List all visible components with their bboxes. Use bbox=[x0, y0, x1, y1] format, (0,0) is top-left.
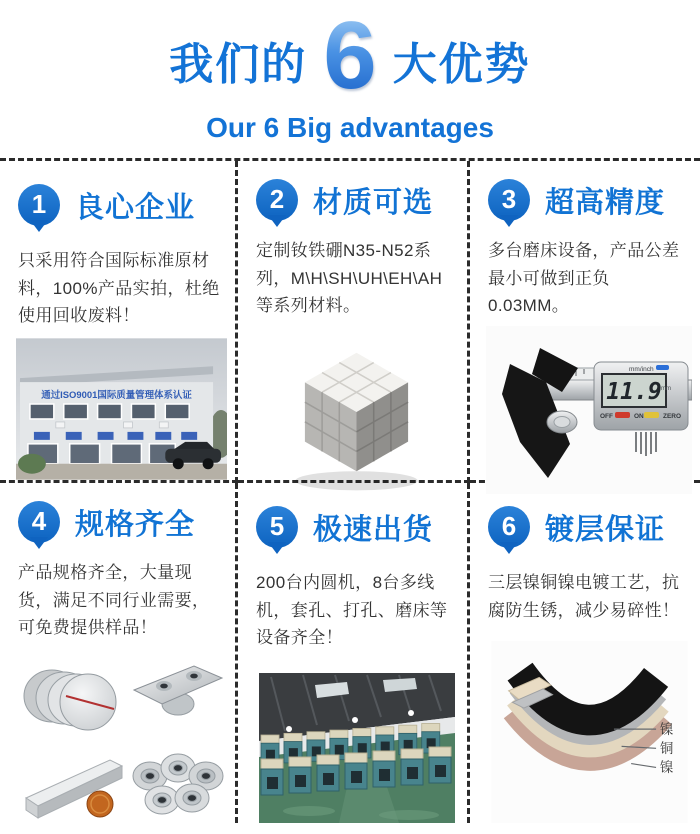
title-right: 大优势 bbox=[392, 40, 531, 89]
coating-layers-photo bbox=[486, 641, 692, 823]
workshop-photo bbox=[254, 673, 459, 823]
magnet-cube-photo bbox=[254, 326, 459, 498]
page-subtitle: Our 6 Big advantages bbox=[206, 112, 494, 143]
magnet-products-illustration bbox=[18, 648, 226, 834]
magnet-products-photo bbox=[16, 648, 227, 834]
badge-number: 6 bbox=[501, 510, 517, 541]
caliper-on-label: ON bbox=[634, 412, 644, 420]
plate-magnet bbox=[134, 666, 222, 715]
iso-sign-text: 通过ISO9001国际质量管理体系认证 bbox=[41, 390, 192, 402]
advantage-desc-5: 200台内圆机，8台多线机，套孔、打孔、磨床等设备齐全！ bbox=[256, 573, 448, 648]
caliper-brand-text: mm/inch bbox=[629, 365, 654, 373]
caliper-zero-label: ZERO bbox=[663, 412, 682, 420]
number-badge-5 bbox=[256, 506, 298, 548]
card-3-header bbox=[488, 179, 692, 221]
caliper-illustration bbox=[486, 326, 692, 494]
number-badge-6 bbox=[488, 506, 530, 548]
factory-building-photo bbox=[16, 338, 227, 480]
badge-number: 3 bbox=[501, 183, 517, 214]
advantage-card-4 bbox=[0, 483, 238, 823]
number-badge-2 bbox=[256, 179, 298, 221]
advantage-title-3: 超高精度 bbox=[545, 186, 666, 219]
badge-number: 5 bbox=[269, 510, 285, 541]
advantage-card-1 bbox=[0, 161, 238, 483]
page-title bbox=[0, 2, 700, 110]
badge-number: 4 bbox=[31, 505, 47, 536]
card-5-header bbox=[256, 501, 459, 553]
caliper-display-value: 11.9 bbox=[606, 378, 662, 405]
coating-label-copper: 铜 bbox=[659, 741, 673, 757]
number-badge-1 bbox=[18, 184, 60, 226]
advantage-card-6 bbox=[470, 483, 700, 823]
number-badge-3 bbox=[488, 179, 530, 221]
coating-layers-illustration bbox=[487, 641, 692, 823]
badge-number: 1 bbox=[31, 188, 47, 219]
advantages-grid bbox=[0, 158, 700, 823]
card-1-header bbox=[18, 179, 227, 231]
advantage-card-5 bbox=[238, 483, 470, 823]
advantage-title-5: 极速出货 bbox=[313, 513, 434, 546]
advantage-title-6: 镀层保证 bbox=[545, 513, 666, 546]
advantage-desc-6: 三层镍铜镍电镀工艺，抗腐防生锈，减少易碎性！ bbox=[488, 573, 680, 620]
advantage-card-2 bbox=[238, 161, 470, 483]
coating-label-nickel-inner: 镍 bbox=[659, 760, 673, 776]
advantage-desc-4: 产品规格齐全，大量现货，满足不同行业需要，可免费提供样品！ bbox=[18, 563, 210, 638]
advantage-desc-2: 定制钕铁硼N35-N52系列，M\H\SH\UH\EH\AH等系列材料。 bbox=[256, 241, 443, 316]
advantage-desc-3: 多台磨床设备，产品公差最小可做到正负0.03MM。 bbox=[488, 241, 680, 316]
caliper-display-unit: mm bbox=[661, 385, 671, 392]
disc-magnet-stack bbox=[24, 670, 116, 730]
title-left: 我们的 bbox=[169, 40, 308, 89]
badge-number: 2 bbox=[269, 183, 285, 214]
coating-label-nickel-outer: 镍 bbox=[659, 721, 673, 737]
magnet-cube-illustration bbox=[254, 326, 459, 498]
title-number-6: 6 bbox=[323, 2, 377, 109]
advantage-card-3 bbox=[470, 161, 700, 483]
advantage-title-1: 良心企业 bbox=[75, 191, 196, 224]
page-header bbox=[0, 0, 700, 144]
card-6-header bbox=[488, 501, 692, 553]
number-badge-4 bbox=[18, 501, 60, 543]
workshop-illustration bbox=[259, 673, 455, 823]
card-2-header bbox=[256, 179, 459, 221]
advantage-title-2: 材质可选 bbox=[313, 186, 434, 219]
digital-caliper-photo bbox=[486, 326, 692, 494]
factory-illustration bbox=[16, 338, 227, 480]
advantage-desc-1: 只采用符合国际标准原材料，100%产品实拍，杜绝使用回收废料！ bbox=[18, 251, 220, 326]
bar-magnet bbox=[26, 760, 122, 818]
caliper-off-label: OFF bbox=[600, 412, 613, 420]
ring-magnet-stack bbox=[133, 754, 223, 814]
card-4-header bbox=[18, 501, 227, 543]
advantage-title-4: 规格齐全 bbox=[75, 508, 196, 541]
